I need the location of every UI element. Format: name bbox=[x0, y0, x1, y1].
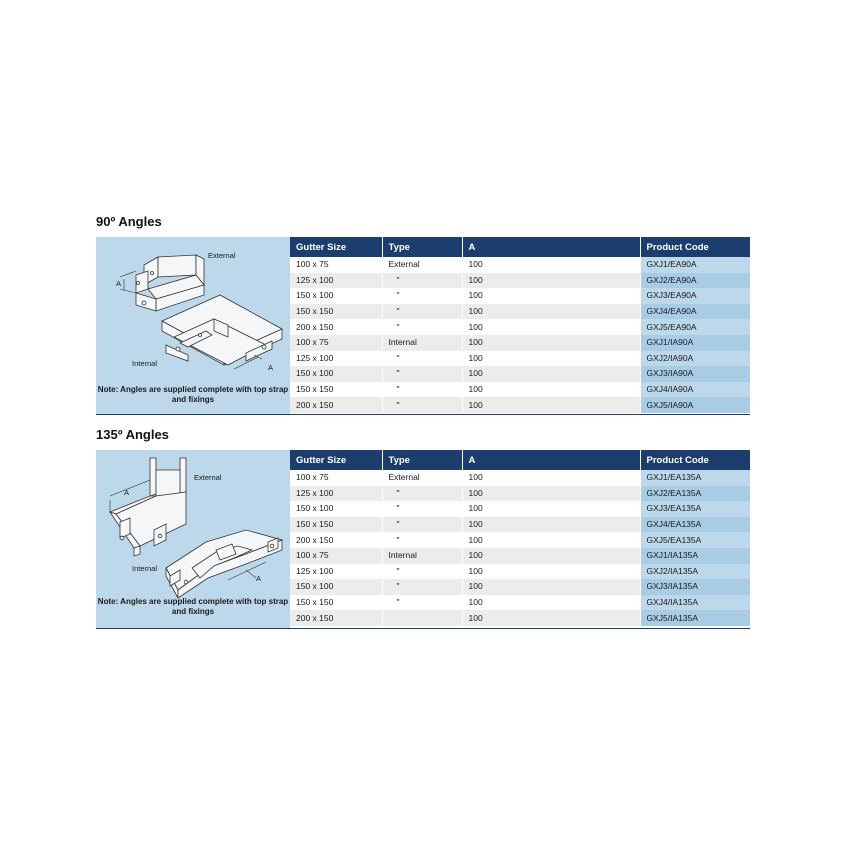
table-row bbox=[290, 579, 750, 595]
cell-gutter-size: 150 x 150 bbox=[290, 595, 382, 611]
external-label: External bbox=[208, 251, 236, 260]
panel-135-angles bbox=[96, 450, 750, 629]
cell-a: 100 bbox=[462, 304, 640, 320]
table-row bbox=[290, 288, 750, 304]
cell-gutter-size: 150 x 100 bbox=[290, 579, 382, 595]
col-header-gutter-size: Gutter Size bbox=[290, 237, 382, 257]
figure-90-angles bbox=[96, 237, 290, 414]
cell-product-code: GXJ1/IA135A bbox=[640, 548, 750, 564]
cell-gutter-size: 100 x 75 bbox=[290, 470, 382, 486]
fixings-note: Note: Angles are supplied complete with top strap and fixings bbox=[97, 385, 289, 404]
cell-gutter-size: 125 x 100 bbox=[290, 564, 382, 580]
cell-type: " bbox=[382, 351, 462, 367]
cell-product-code: GXJ5/EA90A bbox=[640, 319, 750, 335]
panel-90-angles bbox=[96, 237, 750, 415]
col-header-gutter-size: Gutter Size bbox=[290, 450, 382, 470]
cell-a: 100 bbox=[462, 319, 640, 335]
cell-type: " bbox=[382, 397, 462, 413]
cell-type: " bbox=[382, 366, 462, 382]
cell-gutter-size: 150 x 100 bbox=[290, 288, 382, 304]
col-header-type: Type bbox=[382, 450, 462, 470]
table-row bbox=[290, 335, 750, 351]
spec-table-90 bbox=[290, 237, 750, 413]
dimension-a-label: A bbox=[256, 574, 262, 583]
cell-product-code: GXJ3/EA135A bbox=[640, 501, 750, 517]
cell-product-code: GXJ3/IA135A bbox=[640, 579, 750, 595]
cell-type: External bbox=[382, 257, 462, 273]
cell-a: 100 bbox=[462, 257, 640, 273]
cell-product-code: GXJ2/IA90A bbox=[640, 351, 750, 367]
cell-product-code: GXJ4/IA135A bbox=[640, 595, 750, 611]
cell-gutter-size: 125 x 100 bbox=[290, 486, 382, 502]
col-header-a: A bbox=[462, 237, 640, 257]
section-title-90: 90º Angles bbox=[96, 214, 162, 229]
table-row bbox=[290, 319, 750, 335]
cell-gutter-size: 200 x 150 bbox=[290, 610, 382, 626]
cell-product-code: GXJ4/EA135A bbox=[640, 517, 750, 533]
cell-gutter-size: 200 x 150 bbox=[290, 319, 382, 335]
cell-gutter-size: 100 x 75 bbox=[290, 335, 382, 351]
cell-type: " bbox=[382, 579, 462, 595]
cell-gutter-size: 200 x 150 bbox=[290, 397, 382, 413]
cell-gutter-size: 150 x 150 bbox=[290, 382, 382, 398]
cell-gutter-size: 125 x 100 bbox=[290, 273, 382, 289]
cell-a: 100 bbox=[462, 501, 640, 517]
cell-product-code: GXJ3/IA90A bbox=[640, 366, 750, 382]
cell-a: 100 bbox=[462, 366, 640, 382]
cell-type: Internal bbox=[382, 548, 462, 564]
fixings-note: Note: Angles are supplied complete with top strap and fixings bbox=[97, 597, 289, 616]
cell-type: External bbox=[382, 470, 462, 486]
cell-product-code: GXJ5/IA90A bbox=[640, 397, 750, 413]
cell-a: 100 bbox=[462, 548, 640, 564]
table-row bbox=[290, 610, 750, 626]
internal-label: Internal bbox=[132, 359, 158, 368]
table-row bbox=[290, 366, 750, 382]
cell-product-code: GXJ2/IA135A bbox=[640, 564, 750, 580]
cell-a: 100 bbox=[462, 579, 640, 595]
cell-gutter-size: 150 x 150 bbox=[290, 304, 382, 320]
table-row bbox=[290, 548, 750, 564]
cell-a: 100 bbox=[462, 486, 640, 502]
table-row bbox=[290, 501, 750, 517]
cell-type: " bbox=[382, 595, 462, 611]
cell-type bbox=[382, 610, 462, 626]
cell-gutter-size: 150 x 100 bbox=[290, 366, 382, 382]
cell-product-code: GXJ1/EA135A bbox=[640, 470, 750, 486]
cell-type: " bbox=[382, 288, 462, 304]
col-header-type: Type bbox=[382, 237, 462, 257]
table-row bbox=[290, 273, 750, 289]
cell-a: 100 bbox=[462, 532, 640, 548]
cell-product-code: GXJ4/EA90A bbox=[640, 304, 750, 320]
cell-type: " bbox=[382, 382, 462, 398]
cell-a: 100 bbox=[462, 382, 640, 398]
cell-gutter-size: 150 x 150 bbox=[290, 517, 382, 533]
table-row bbox=[290, 351, 750, 367]
cell-product-code: GXJ5/EA135A bbox=[640, 532, 750, 548]
cell-product-code: GXJ1/IA90A bbox=[640, 335, 750, 351]
table-row bbox=[290, 595, 750, 611]
table-row bbox=[290, 532, 750, 548]
cell-product-code: GXJ5/IA135A bbox=[640, 610, 750, 626]
external-label: External bbox=[194, 473, 222, 482]
table-row bbox=[290, 397, 750, 413]
table-row bbox=[290, 304, 750, 320]
cell-a: 100 bbox=[462, 335, 640, 351]
cell-a: 100 bbox=[462, 273, 640, 289]
cell-product-code: GXJ4/IA90A bbox=[640, 382, 750, 398]
table-row bbox=[290, 517, 750, 533]
internal-label: Internal bbox=[132, 564, 158, 573]
table-row bbox=[290, 486, 750, 502]
cell-type: " bbox=[382, 517, 462, 533]
cell-gutter-size: 200 x 150 bbox=[290, 532, 382, 548]
cell-a: 100 bbox=[462, 397, 640, 413]
dimension-a-label: A bbox=[268, 363, 274, 372]
spec-table-135 bbox=[290, 450, 750, 626]
col-header-a: A bbox=[462, 450, 640, 470]
col-header-product-code: Product Code bbox=[640, 237, 750, 257]
cell-gutter-size: 125 x 100 bbox=[290, 351, 382, 367]
table-header-row bbox=[290, 237, 750, 257]
cell-a: 100 bbox=[462, 351, 640, 367]
cell-type: Internal bbox=[382, 335, 462, 351]
cell-a: 100 bbox=[462, 288, 640, 304]
table-row bbox=[290, 564, 750, 580]
figure-135-angles bbox=[96, 450, 290, 628]
cell-gutter-size: 100 x 75 bbox=[290, 548, 382, 564]
cell-type: " bbox=[382, 319, 462, 335]
cell-type: " bbox=[382, 273, 462, 289]
cell-type: " bbox=[382, 304, 462, 320]
cell-a: 100 bbox=[462, 595, 640, 611]
dimension-a-label: A bbox=[116, 279, 122, 288]
cell-a: 100 bbox=[462, 610, 640, 626]
cell-a: 100 bbox=[462, 564, 640, 580]
cell-gutter-size: 150 x 100 bbox=[290, 501, 382, 517]
cell-type: " bbox=[382, 501, 462, 517]
cell-product-code: GXJ3/EA90A bbox=[640, 288, 750, 304]
table-row bbox=[290, 257, 750, 273]
dimension-a-label: A bbox=[124, 488, 130, 497]
table-row bbox=[290, 470, 750, 486]
cell-type: " bbox=[382, 486, 462, 502]
cell-product-code: GXJ2/EA90A bbox=[640, 273, 750, 289]
cell-product-code: GXJ1/EA90A bbox=[640, 257, 750, 273]
cell-a: 100 bbox=[462, 517, 640, 533]
cell-type: " bbox=[382, 564, 462, 580]
table-header-row bbox=[290, 450, 750, 470]
cell-type: " bbox=[382, 532, 462, 548]
section-title-135: 135º Angles bbox=[96, 427, 169, 442]
cell-product-code: GXJ2/EA135A bbox=[640, 486, 750, 502]
table-row bbox=[290, 382, 750, 398]
cell-gutter-size: 100 x 75 bbox=[290, 257, 382, 273]
col-header-product-code: Product Code bbox=[640, 450, 750, 470]
cell-a: 100 bbox=[462, 470, 640, 486]
